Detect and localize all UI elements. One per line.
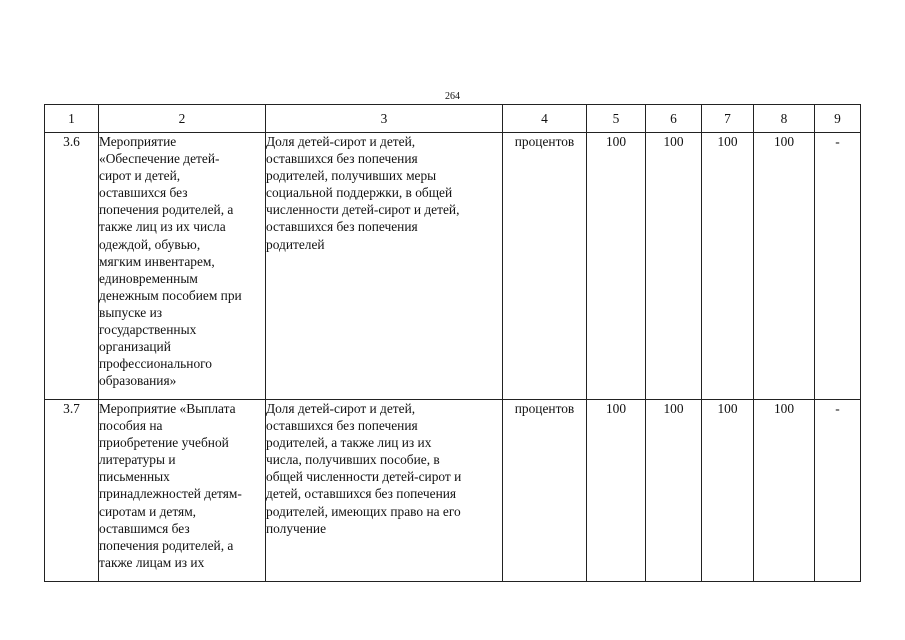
value-cell-6: 100	[646, 400, 702, 582]
unit-cell: процентов	[503, 400, 587, 582]
text-line: литературы и	[99, 452, 176, 468]
text-line: мягким инвентарем,	[99, 253, 215, 269]
text-line: выпуске из	[99, 304, 163, 320]
text-line: родителей, имеющих право на его	[266, 503, 461, 519]
text-line: «Обеспечение детей-	[99, 151, 220, 167]
header-cell-5: 5	[587, 105, 646, 133]
text-line: оставшихся без	[99, 185, 188, 201]
text-line: денежным пособием при	[99, 287, 242, 303]
text-line: профессионального	[99, 356, 212, 372]
text-line: попечения родителей, а	[99, 537, 234, 553]
measure-cell	[99, 400, 266, 582]
text-line: принадлежностей детям-	[99, 486, 242, 502]
text-line: единовременным	[99, 270, 198, 286]
value-cell-5: 100	[587, 400, 646, 582]
unit-cell: процентов	[503, 133, 587, 400]
header-cell-8: 8	[754, 105, 815, 133]
text-line: родителей	[266, 236, 325, 252]
text-line: пособия на	[99, 418, 163, 434]
row-number: 3.6	[45, 133, 99, 400]
text-line: организаций	[99, 339, 171, 355]
header-cell-4: 4	[503, 105, 587, 133]
text-line: письменных	[99, 469, 170, 485]
text-line: оставшимся без	[99, 520, 190, 536]
header-cell-1: 1	[45, 105, 99, 133]
header-cell-6: 6	[646, 105, 702, 133]
text-line: Доля детей-сирот и детей,	[266, 134, 416, 149]
header-cell-2: 2	[99, 105, 266, 133]
text-line: оставшихся без попечения	[266, 219, 418, 235]
text-line: Мероприятие	[99, 134, 177, 149]
row-number: 3.7	[45, 400, 99, 582]
header-cell-7: 7	[702, 105, 754, 133]
indicators-table	[44, 104, 861, 582]
text-line: оставшихся без попечения	[266, 151, 418, 167]
text-line: государственных	[99, 322, 197, 338]
text-line: одеждой, обувью,	[99, 236, 201, 252]
text-line: детей, оставшихся без попечения	[266, 486, 457, 502]
text-line: социальной поддержки, в общей	[266, 185, 453, 201]
table-header-row	[45, 105, 861, 133]
text-line: числа, получивших пособие, в	[266, 452, 440, 468]
indicator-cell	[266, 133, 503, 400]
page-number: 264	[445, 91, 460, 102]
table-row	[45, 400, 861, 582]
text-line: сиротам и детям,	[99, 503, 197, 519]
value-cell-6: 100	[646, 133, 702, 400]
table-row	[45, 133, 861, 400]
measure-cell	[99, 133, 266, 400]
value-cell-9: -	[815, 400, 861, 582]
text-line: родителей, получивших меры	[266, 168, 437, 184]
text-line: Доля детей-сирот и детей,	[266, 401, 416, 416]
header-cell-3: 3	[266, 105, 503, 133]
indicator-cell	[266, 400, 503, 582]
text-line: сирот и детей,	[99, 168, 181, 184]
value-cell-8: 100	[754, 400, 815, 582]
value-cell-8: 100	[754, 133, 815, 400]
header-cell-9: 9	[815, 105, 861, 133]
text-line: также лицам из их	[99, 554, 205, 570]
text-line: получение	[266, 520, 327, 536]
text-line: родителей, а также лиц из их	[266, 435, 432, 451]
text-line: приобретение учебной	[99, 435, 229, 451]
value-cell-7: 100	[702, 133, 754, 400]
text-line: также лиц из их числа	[99, 219, 226, 235]
text-line: оставшихся без попечения	[266, 418, 418, 434]
text-line: численности детей-сирот и детей,	[266, 202, 460, 218]
value-cell-5: 100	[587, 133, 646, 400]
text-line: образования»	[99, 373, 177, 389]
text-line: Мероприятие «Выплата	[99, 401, 236, 416]
value-cell-9: -	[815, 133, 861, 400]
text-line: попечения родителей, а	[99, 202, 234, 218]
value-cell-7: 100	[702, 400, 754, 582]
text-line: общей численности детей-сирот и	[266, 469, 462, 485]
